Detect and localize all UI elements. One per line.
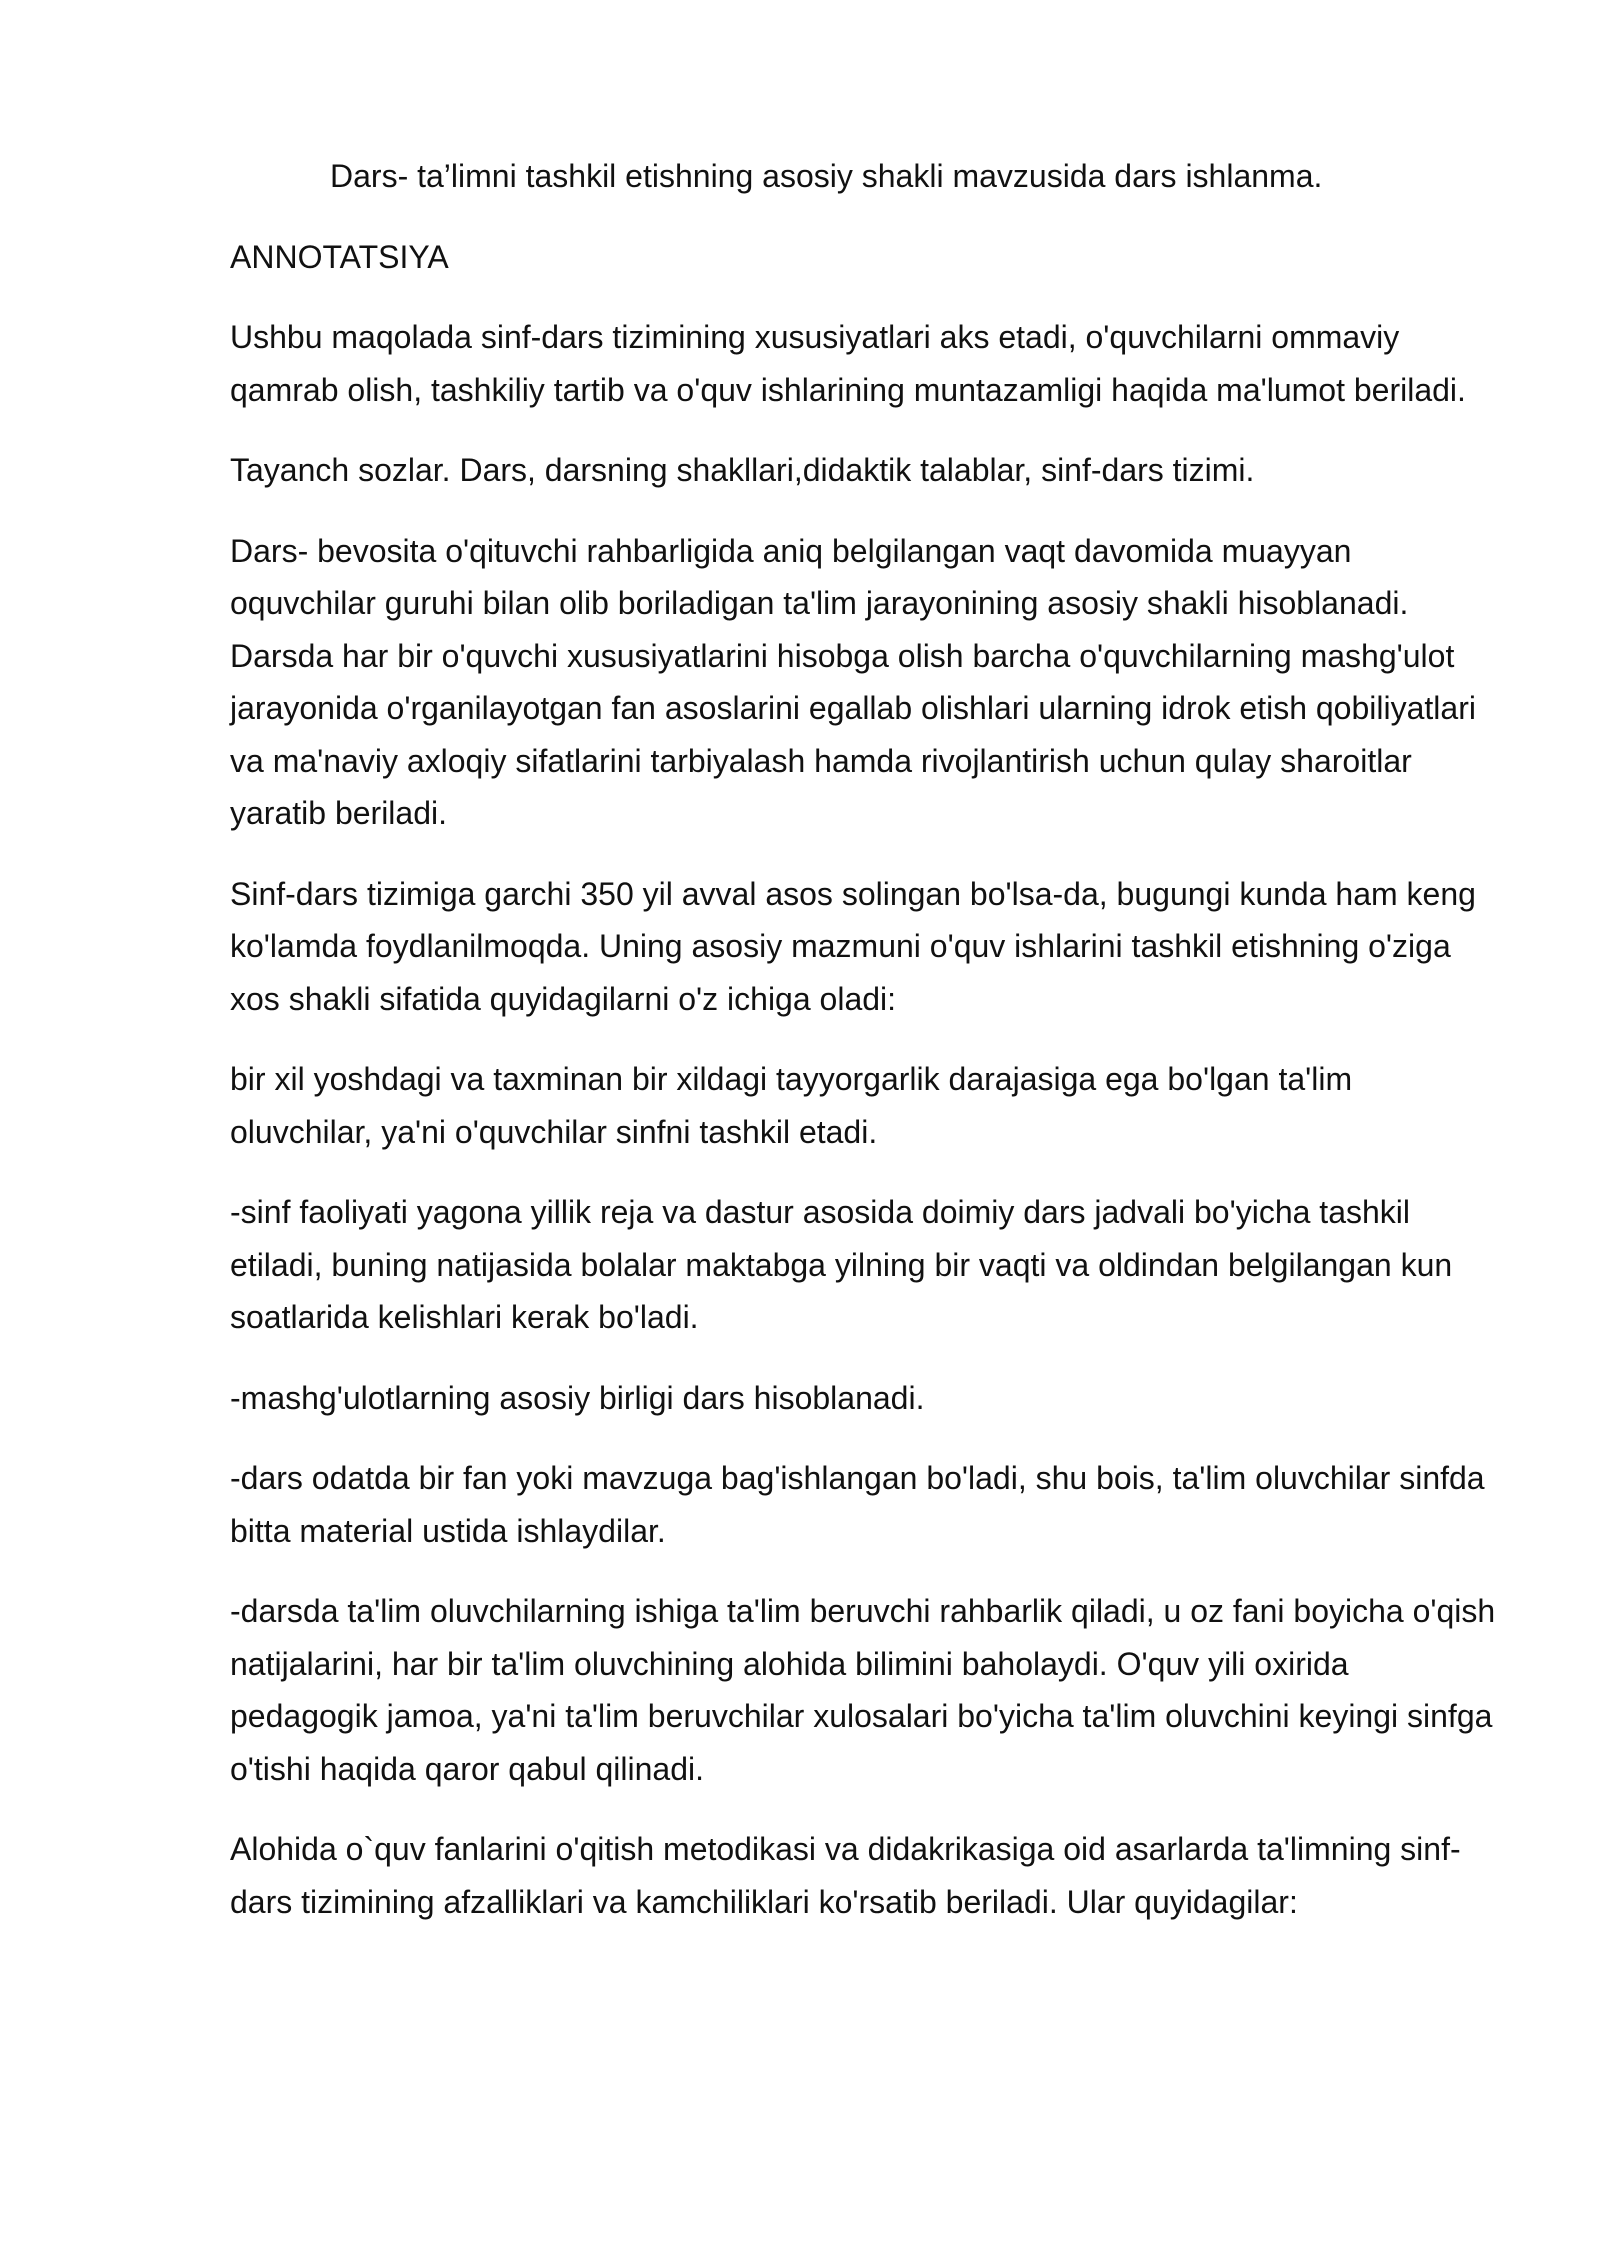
paragraph-list-item: bir xil yoshdagi va taxminan bir xildagi tayyorgarlik darajasiga ega bo'lgan ta'lim oluvchilar, ya'ni o'quvchilar sinfni tashkil etadi. <box>230 1061 1353 1150</box>
document-title: Dars- ta’limni tashkil etishning asosiy shakli mavzusida dars ishlanma. <box>330 158 1323 194</box>
paragraph-list-item: -darsda ta'lim oluvchilarning ishiga ta'lim beruvchi rahbarlik qiladi, u oz fani boyicha o'qish natijalarini, har bir ta'lim oluvchining alohida bilimini baholaydi. O'quv yili oxirida pedagogik jamoa, ya'ni ta'lim beruvchilar xulosalari bo'yicha ta'lim oluvchini keyingi sinfga o'tishi haqida qaror qabul qilinadi. <box>230 1593 1496 1787</box>
paragraph-keywords: Tayanch sozlar. Dars, darsning shakllari,didaktik talablar, sinf-dars tizimi. <box>230 452 1255 488</box>
document-body <box>230 150 1500 1956</box>
paragraph-list-item: -mashg'ulotlarning asosiy birligi dars hisoblanadi. <box>230 1379 925 1416</box>
annotation-heading: ANNOTATSIYA <box>230 238 449 275</box>
paragraph-summary: Ushbu maqolada sinf-dars tizimining xususiyatlari aks etadi, o'quvchilarni ommaviy qamrab olish, tashkiliy tartib va o'quv ishlarining muntazamligi haqida ma'lumot beriladi. <box>230 319 1466 408</box>
paragraph-list-item: -sinf faoliyati yagona yillik reja va dastur asosida doimiy dars jadvali bo'yicha tashkil etiladi, buning natijasida bolalar maktabga yilning bir vaqti va oldindan belgilangan kun soatlarida kelishlari kerak bo'ladi. <box>230 1194 1453 1335</box>
paragraph-class-system: Sinf-dars tizimiga garchi 350 yil avval asos solingan bo'lsa-da, bugungi kunda ham keng ko'lamda foydlanilmoqda. Uning asosiy mazmuni o'quv ishlarini tashkil etishning o'ziga xos shakli sifatida quyidagilarni o'z ichiga oladi: <box>230 875 1476 1017</box>
paragraph-definition: Dars- bevosita o'qituvchi rahbarligida aniq belgilangan vaqt davomida muayyan oquvchilar guruhi bilan olib boriladigan ta'lim jarayonining asosiy shakli hisoblanadi. Darsda har bir o'quvchi xususiyatlarini hisobga olish barcha o'quvchilarning mashg'ulot jarayonida o'rganilayotgan fan asoslarini egallab olishlari ularning idrok etish qobiliyatlari va ma'naviy axloqiy sifatlarini tarbiyalash hamda rivojlantirish uchun qulay sharoitlar yaratib beriladi. <box>230 532 1476 831</box>
paragraph-conclusion: Alohida o`quv fanlarini o'qitish metodikasi va didakrikasiga oid asarlarda ta'limning sinf-dars tizimining afzalliklari va kamchiliklari ko'rsatib beriladi. Ular quyidagilar: <box>230 1831 1461 1920</box>
paragraph-list-item: -dars odatda bir fan yoki mavzuga bag'ishlangan bo'ladi, shu bois, ta'lim oluvchilar sinfda bitta material ustida ishlaydilar. <box>230 1460 1485 1549</box>
